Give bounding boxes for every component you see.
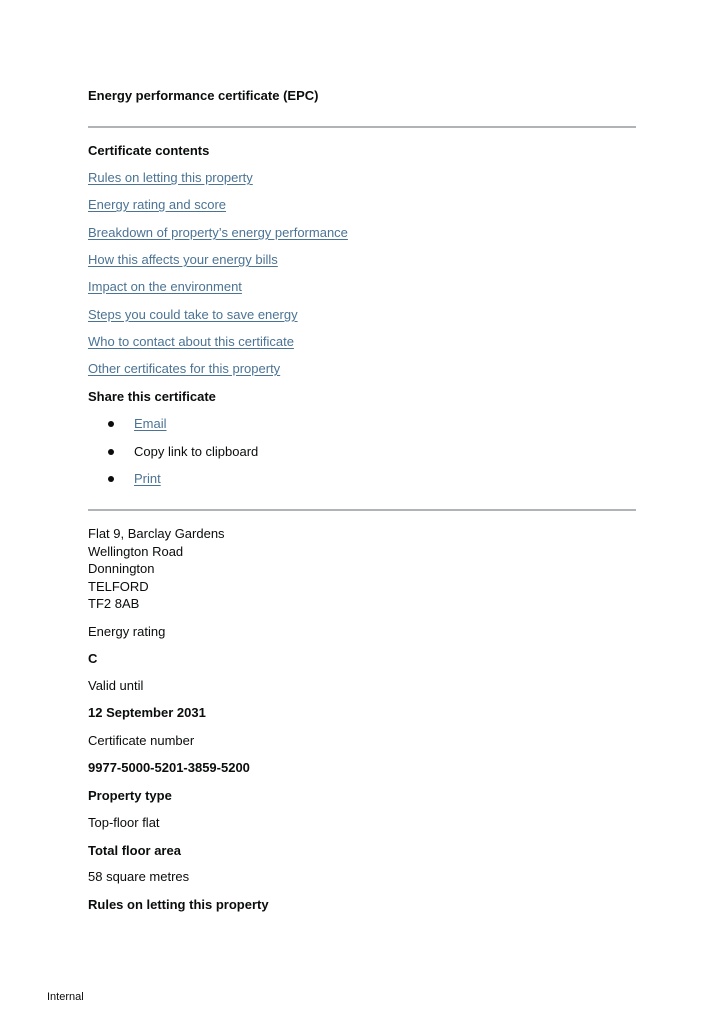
section-divider	[88, 126, 636, 128]
energy-rating-label: Energy rating	[88, 624, 166, 639]
link-energy-bills[interactable]: How this affects your energy bills	[88, 252, 278, 267]
address-line: TELFORD	[88, 578, 149, 594]
address-line: Flat 9, Barclay Gardens	[88, 526, 225, 541]
link-energy-rating-score[interactable]: Energy rating and score	[88, 197, 227, 212]
valid-until-label: Valid until	[88, 678, 144, 693]
rules-letting-heading: Rules on letting this property	[88, 897, 269, 912]
link-save-energy-steps[interactable]: Steps you could take to save energy	[88, 307, 298, 322]
link-rules-on-letting[interactable]: Rules on letting this property	[88, 170, 253, 185]
address-line: Wellington Road	[88, 543, 184, 559]
address-postcode: TF2 8AB	[88, 596, 140, 612]
copy-link-button[interactable]: Copy link to clipboard	[134, 444, 259, 459]
link-environment-impact[interactable]: Impact on the environment	[88, 279, 242, 294]
floor-area-label: Total floor area	[88, 843, 181, 858]
property-type-label: Property type	[88, 788, 172, 803]
energy-rating-value: C	[88, 651, 98, 666]
floor-area-value: 58 square metres	[88, 869, 190, 884]
section-divider	[88, 509, 636, 511]
document-title: Energy performance certificate (EPC)	[88, 88, 319, 103]
share-heading: Share this certificate	[88, 389, 216, 404]
bullet-icon	[108, 476, 114, 482]
share-email-link[interactable]: Email	[134, 416, 167, 431]
valid-until-value: 12 September 2031	[88, 705, 206, 720]
bullet-icon	[108, 449, 114, 455]
certificate-number-value: 9977-5000-5201-3859-5200	[88, 760, 250, 775]
address-line: Donnington	[88, 561, 155, 577]
property-type-value: Top-floor flat	[88, 815, 160, 830]
link-other-certificates[interactable]: Other certificates for this property	[88, 361, 281, 376]
contents-heading: Certificate contents	[88, 143, 210, 158]
bullet-icon	[108, 421, 114, 427]
link-energy-performance-breakdown[interactable]: Breakdown of property’s energy performance	[88, 225, 348, 240]
link-contact[interactable]: Who to contact about this certificate	[88, 334, 294, 349]
share-print-link[interactable]: Print	[134, 471, 161, 486]
certificate-number-label: Certificate number	[88, 733, 195, 748]
property-address	[88, 525, 225, 613]
classification-label: Internal	[47, 991, 84, 1003]
